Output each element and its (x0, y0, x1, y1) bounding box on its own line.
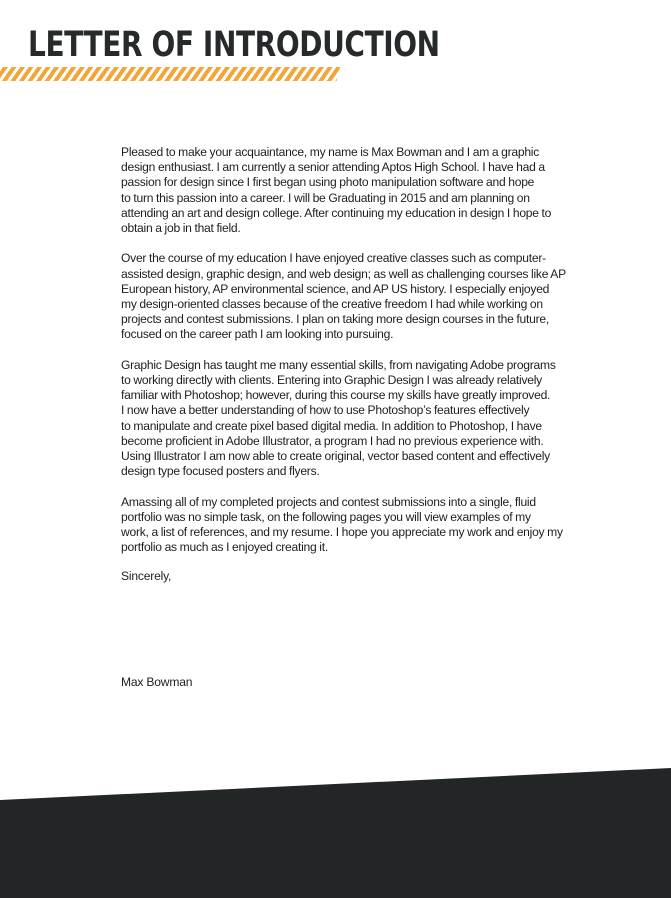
footer-band-shape (0, 768, 671, 898)
letter-signature: Max Bowman (121, 675, 193, 689)
page-title: LETTER OF INTRODUCTION (28, 25, 440, 65)
footer-dark-band (0, 768, 671, 898)
letter-closing: Sincerely, (121, 569, 172, 583)
letter-body (121, 145, 581, 571)
title-stripe-decoration (0, 67, 340, 81)
letter-paragraph-education: Over the course of my education I have enjoyed creative classes such as computer- assisted design, graphic design, and web design; as well as challenging courses like AP European history, AP environmental science, and AP US history. I especially enjoyed my design-oriented classes because of the creative freedom I had while working on projects and contest submissions. I plan on taking more design courses in the future, focused on the career path I am looking into pursuing. (121, 251, 566, 342)
letter-paragraph-intro: Pleased to make your acquaintance, my name is Max Bowman and I am a graphic design enthusiast. I am currently a senior attending Aptos High School. I have had a passion for design since I first began using photo manipulation software and hope to turn this passion into a career. I will be Graduating in 2015 and am planning on attending an art and design college. After continuing my education in design I hope to obtain a job in that field. (121, 145, 552, 236)
letter-paragraph-portfolio: Amassing all of my completed projects and contest submissions into a single, fluid portfolio was no simple task, on the following pages you will view examples of my work, a list of references, and my resume. I hope you appreciate my work and enjoy my portfolio as much as I enjoyed creating it. (121, 494, 563, 555)
letter-paragraph-skills: Graphic Design has taught me many essential skills, from navigating Adobe programs to working directly with clients. Entering into Graphic Design I was already relatively familiar with Photoshop; however, during this course my skills have greatly improved. I now have a better understanding of how to use Photoshop’s features effectively to manipulate and create pixel based digital media. In addition to Photoshop, I have become proficient in Adobe Illustrator, a program I had no previous experience with. Using Illustrator I am now able to create original, vector based content and effectively design type focused posters and flyers. (121, 357, 556, 479)
